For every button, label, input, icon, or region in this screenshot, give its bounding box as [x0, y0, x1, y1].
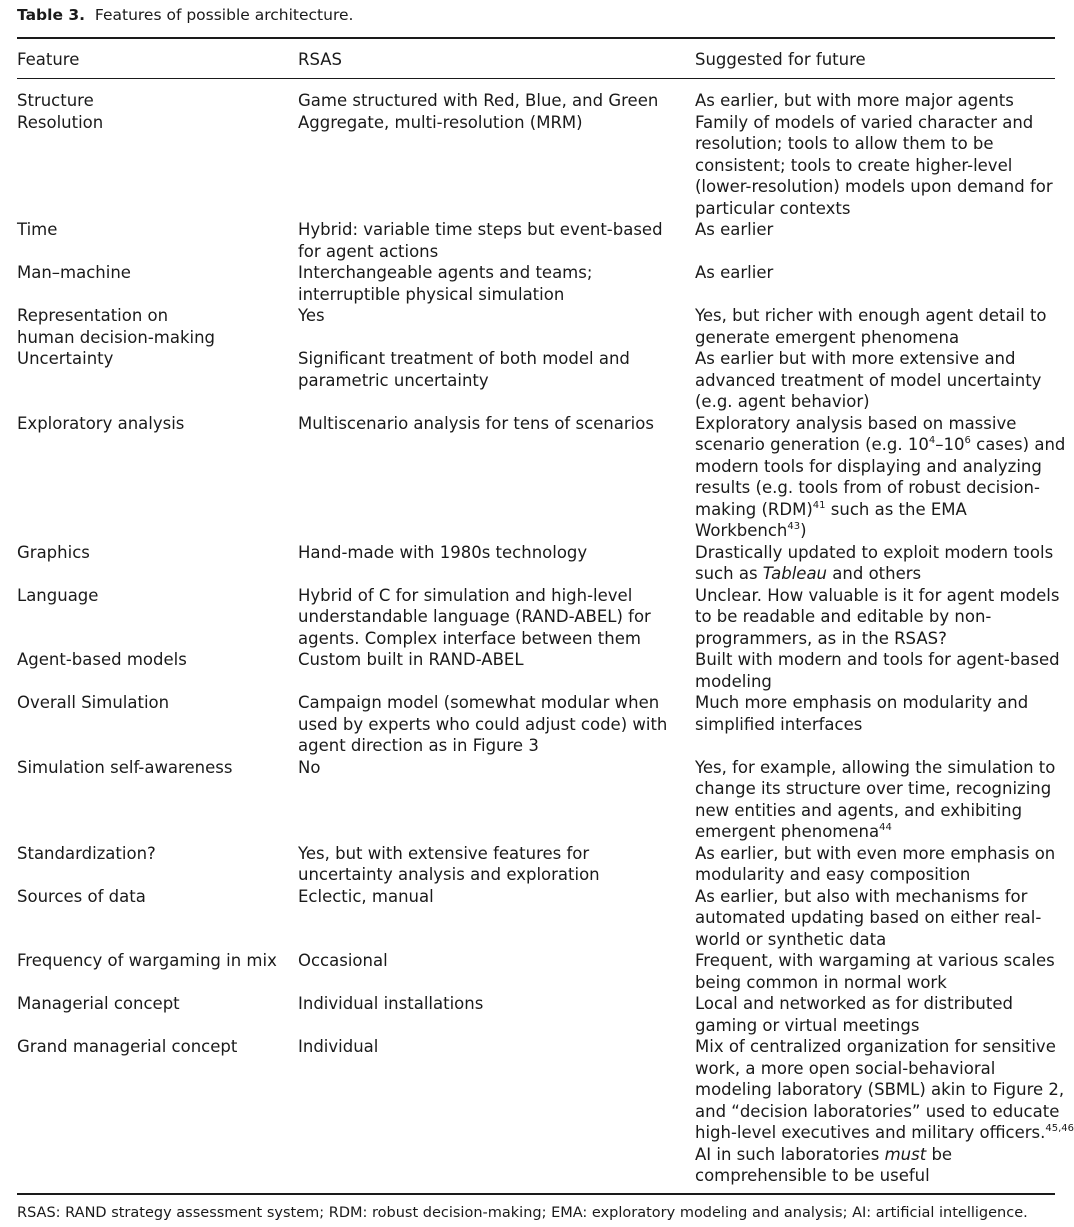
cell-future — [695, 348, 1041, 413]
cell-future-line: consistent; tools to create higher-level — [695, 155, 1013, 175]
cell-feature-line: Agent-based models — [17, 650, 187, 669]
table-caption-title: Features of possible architecture. — [94, 6, 354, 24]
cell-feature — [17, 262, 131, 284]
cell-rsas — [298, 542, 587, 564]
cell-future-line: to be readable and editable by non- — [695, 607, 992, 626]
cell-future — [695, 585, 1059, 650]
cell-future-line: modularity and easy composition — [695, 865, 971, 884]
cell-future — [695, 90, 1014, 112]
cell-feature — [17, 348, 113, 370]
cell-future-line: and “decision laboratories” used to educate — [695, 1101, 1060, 1121]
cell-future-line: (e.g. agent behavior) — [695, 392, 870, 411]
cell-future — [695, 219, 773, 241]
cell-rsas-line: Custom built in RAND-ABEL — [298, 650, 524, 669]
cell-feature — [17, 585, 98, 607]
table-row — [0, 585, 1070, 650]
cell-future — [695, 843, 1055, 886]
cell-future-line: scenario generation (e.g. $10^4-10^6$ cases) and — [695, 435, 1066, 454]
cell-rsas-line: Yes — [298, 306, 325, 325]
cell-future-line: results (e.g. tools from of robust decision- — [695, 478, 1040, 497]
cell-future — [695, 692, 1028, 735]
cell-future-line: AI in such laboratories must be — [695, 1144, 953, 1164]
cell-rsas — [298, 886, 434, 908]
cell-future-line: Frequent, with wargaming at various scales — [695, 951, 1055, 970]
cell-future — [695, 262, 773, 284]
cell-future-line: Family of models of varied character and — [695, 112, 1034, 132]
cell-rsas-line: Hybrid of C for simulation and high-level — [298, 585, 633, 605]
cell-rsas — [298, 993, 483, 1015]
cell-feature-line: Managerial concept — [17, 994, 180, 1013]
table-caption — [17, 5, 353, 25]
cell-feature — [17, 112, 103, 134]
cell-rsas-line: agent direction as in Figure 3 — [298, 736, 539, 755]
cell-future-line: programmers, as in the RSAS? — [695, 628, 947, 648]
table-row — [0, 950, 1070, 993]
cell-rsas — [298, 90, 658, 112]
cell-feature-line: Overall Simulation — [17, 693, 170, 712]
cell-feature-line: Frequency of wargaming in mix — [17, 951, 277, 970]
cell-future-line: Mix of centralized organization for sensitive — [695, 1037, 1056, 1056]
table-footnote: RSAS: RAND strategy assessment system; RDM: robust decision-making; EMA: exploratory modeling and analysis; AI: artificial intelligence. — [17, 1205, 1028, 1221]
cell-future-line: emergent phenomena$^{44}$ — [695, 822, 892, 841]
cell-rsas-line: Eclectic, manual — [298, 886, 434, 906]
cell-future-line: generate emergent phenomena — [695, 327, 960, 347]
cell-rsas-line: Interchangeable agents and teams; — [298, 263, 593, 282]
cell-rsas — [298, 112, 583, 134]
cell-feature-line: Simulation self-awareness — [17, 757, 233, 777]
cell-rsas-line: understandable language (RAND-ABEL) for — [298, 607, 651, 626]
cell-feature — [17, 542, 90, 564]
table-row — [0, 1036, 1074, 1187]
cell-future — [695, 305, 1047, 348]
cell-feature-line: Language — [17, 585, 99, 605]
cell-feature — [17, 649, 187, 671]
cell-future-line: modeling — [695, 671, 772, 691]
cell-future-line: world or synthetic data — [695, 929, 887, 949]
table-row — [0, 993, 1070, 1036]
cell-rsas — [298, 1036, 378, 1058]
cell-future-line: automated updating based on either real- — [695, 908, 1042, 927]
cell-rsas — [298, 413, 654, 435]
cell-feature — [17, 843, 156, 865]
cell-future-line: Yes, for example, allowing the simulation to — [695, 757, 1056, 777]
cell-rsas — [298, 950, 388, 972]
cell-feature — [17, 219, 57, 241]
cell-rsas-line: parametric uncertainty — [298, 370, 489, 390]
cell-feature-line: Structure — [17, 91, 94, 110]
table-row — [0, 757, 1070, 843]
cell-future-line: resolution; tools to allow them to be — [695, 134, 994, 153]
cell-rsas — [298, 262, 592, 305]
cell-feature-line: Graphics — [17, 542, 90, 562]
cell-rsas-line: Yes, but with extensive features for — [298, 843, 590, 863]
table-row — [0, 542, 1070, 585]
header-rsas: RSAS — [298, 50, 343, 69]
cell-rsas-line: No — [298, 757, 321, 777]
table-caption-label: Table 3. — [17, 6, 86, 24]
header-feature: Feature — [17, 50, 80, 69]
cell-feature-line: Grand managerial concept — [17, 1037, 238, 1056]
cell-future-line: modern tools for displaying and analyzing — [695, 456, 1042, 476]
cell-future-line: Built with modern and tools for agent-based — [695, 650, 1060, 669]
cell-future — [695, 413, 1065, 542]
cell-future-line: being common in normal work — [695, 972, 947, 992]
cell-rsas — [298, 692, 667, 757]
table-top-rule — [17, 37, 1055, 39]
cell-future-line: comprehensible to be useful — [695, 1166, 930, 1185]
table-row — [0, 692, 1070, 757]
cell-feature-line: Sources of data — [17, 886, 146, 906]
cell-rsas-line: Aggregate, multi-resolution (MRM) — [298, 112, 583, 132]
cell-future-line: Yes, but richer with enough agent detail to — [695, 306, 1047, 325]
cell-feature-line: Resolution — [17, 112, 104, 132]
cell-feature — [17, 692, 169, 714]
cell-rsas-line: agents. Complex interface between them — [298, 628, 641, 648]
cell-rsas-line: uncertainty analysis and exploration — [298, 865, 600, 884]
cell-rsas — [298, 843, 600, 886]
cell-feature — [17, 886, 146, 908]
cell-feature-line: Standardization? — [17, 843, 156, 863]
cell-rsas — [298, 305, 325, 327]
cell-rsas-line: used by experts who could adjust code) with — [298, 714, 668, 734]
cell-feature — [17, 993, 180, 1015]
cell-feature-line: Exploratory analysis — [17, 413, 185, 433]
cell-future-line: modeling laboratory (SBML) akin to Figure 2, — [695, 1080, 1065, 1099]
table-row — [0, 112, 1070, 220]
cell-feature-line: Man–machine — [17, 263, 131, 282]
table-row — [0, 886, 1070, 951]
table-row — [0, 90, 1070, 112]
cell-future-line: new entities and agents, and exhibiting — [695, 800, 1023, 820]
cell-future-line: high-level executives and military officers.$^{45,46}$ — [695, 1123, 1074, 1142]
cell-rsas-line: Hand-made with 1980s technology — [298, 542, 588, 562]
cell-future-line: As earlier but with more extensive and — [695, 349, 1016, 368]
cell-future-line: advanced treatment of model uncertainty — [695, 370, 1042, 390]
table-header-rule — [17, 78, 1055, 79]
cell-rsas-line: for agent actions — [298, 241, 439, 261]
cell-rsas-line: Individual — [298, 1037, 379, 1056]
cell-rsas — [298, 649, 524, 671]
cell-future-line: As earlier, but with more major agents — [695, 91, 1014, 110]
cell-rsas-line: Campaign model (somewhat modular when — [298, 693, 660, 712]
cell-future-line: As earlier, but also with mechanisms for — [695, 886, 1028, 906]
cell-feature — [17, 413, 184, 435]
cell-rsas — [298, 219, 663, 262]
header-future: Suggested for future — [695, 50, 866, 69]
cell-rsas — [298, 348, 630, 391]
table-row — [0, 843, 1070, 886]
cell-rsas-line: Occasional — [298, 951, 388, 970]
cell-feature — [17, 90, 94, 112]
cell-rsas-line: Multiscenario analysis for tens of scenarios — [298, 413, 654, 433]
table-row — [0, 305, 1070, 348]
cell-future — [695, 993, 1013, 1036]
cell-future-line: making (RDM)$^{41}$ such as the EMA — [695, 499, 967, 519]
cell-rsas-line: Hybrid: variable time steps but event-based — [298, 220, 663, 239]
cell-future-line: (lower-resolution) models upon demand for — [695, 177, 1053, 196]
cell-feature-line: Time — [17, 220, 58, 239]
cell-future-line: change its structure over time, recognizing — [695, 779, 1052, 798]
cell-future-line: particular contexts — [695, 198, 851, 218]
cell-future-line: work, a more open social-behavioral — [695, 1058, 996, 1078]
cell-future — [695, 649, 1060, 692]
table-body — [0, 90, 1074, 1187]
cell-rsas — [298, 585, 651, 650]
cell-rsas-line: Significant treatment of both model and — [298, 349, 630, 368]
cell-future-line: simplified interfaces — [695, 714, 863, 734]
cell-future-line: As earlier — [695, 220, 774, 239]
cell-future — [695, 950, 1055, 993]
cell-future-line: Unclear. How valuable is it for agent models — [695, 585, 1060, 605]
table-row — [0, 219, 1070, 262]
cell-feature — [17, 757, 232, 779]
cell-future — [695, 886, 1041, 951]
cell-feature — [17, 950, 277, 972]
cell-feature — [17, 305, 215, 348]
cell-future-line: As earlier, but with even more emphasis on — [695, 843, 1056, 863]
cell-rsas-line: Game structured with Red, Blue, and Green — [298, 91, 659, 110]
cell-rsas-line: interruptible physical simulation — [298, 284, 565, 304]
table-bottom-rule — [17, 1193, 1055, 1195]
cell-future-line: Much more emphasis on modularity and — [695, 693, 1029, 712]
cell-future-line: gaming or virtual meetings — [695, 1015, 920, 1035]
cell-future — [695, 542, 1053, 585]
cell-future-line: As earlier — [695, 263, 774, 282]
cell-feature-line: human decision-making — [17, 327, 216, 347]
cell-future-line: Workbench$^{43}$) — [695, 521, 807, 540]
cell-future-line: Drastically updated to exploit modern tools — [695, 542, 1054, 562]
cell-rsas-line: Individual installations — [298, 994, 484, 1013]
cell-feature-line: Representation on — [17, 306, 169, 325]
cell-future-line: Local and networked as for distributed — [695, 994, 1013, 1013]
cell-rsas — [298, 757, 320, 779]
table-row — [0, 348, 1070, 413]
table-row — [0, 649, 1070, 692]
cell-future — [695, 1036, 1074, 1187]
cell-future-line: such as Tableau and others — [695, 564, 922, 583]
cell-future — [695, 112, 1053, 220]
cell-future — [695, 757, 1055, 843]
table-row — [0, 262, 1070, 305]
cell-feature-line: Uncertainty — [17, 349, 114, 368]
table-row — [0, 413, 1070, 542]
cell-future-line: Exploratory analysis based on massive — [695, 413, 1017, 433]
cell-feature — [17, 1036, 237, 1058]
